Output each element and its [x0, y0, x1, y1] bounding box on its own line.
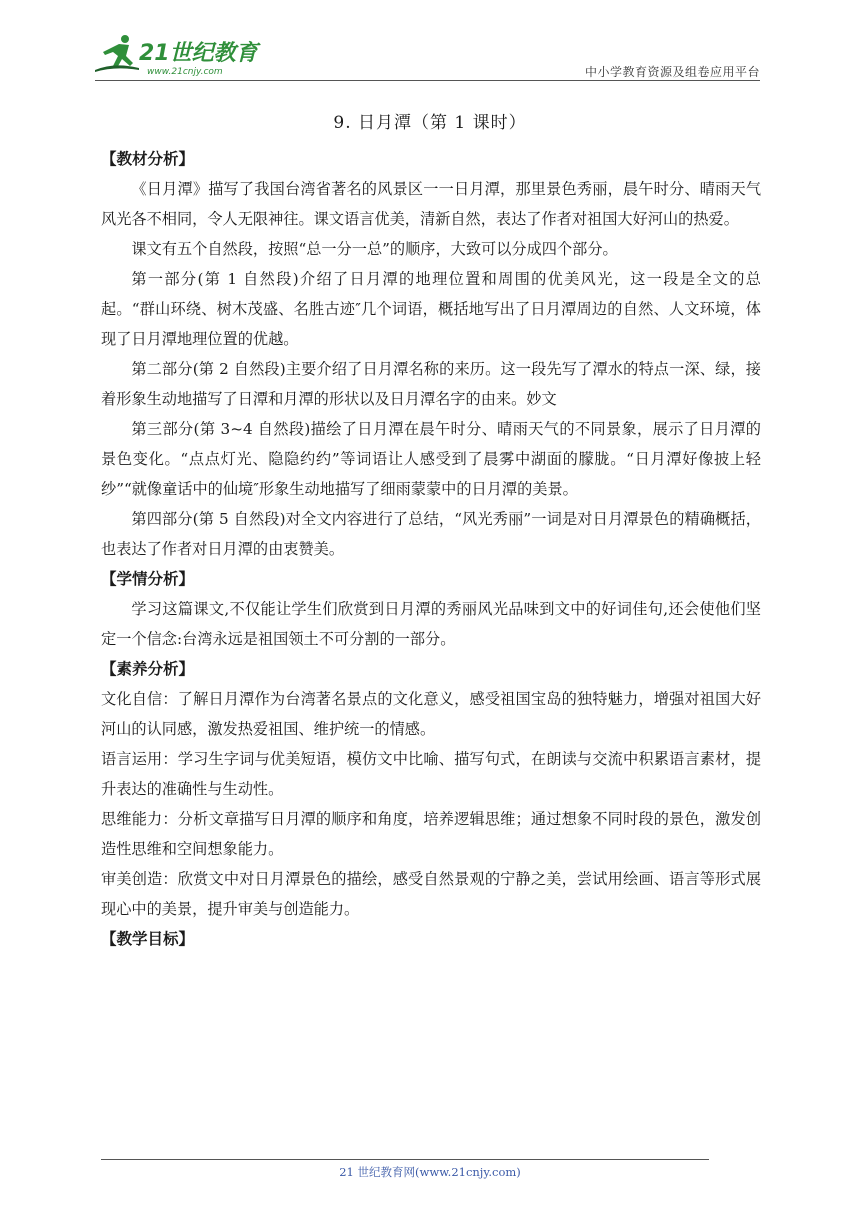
- logo-url-text: www.21cnjy.com: [147, 67, 223, 77]
- footer-link[interactable]: 21 世纪教育网(www.21cnjy.com): [339, 1165, 521, 1179]
- site-logo[interactable]: [95, 32, 265, 78]
- paragraph: 语言运用：学习生字词与优美短语，模仿文中比喻、描写句式，在朗读与交流中积累语言素材，提升表达的准确性与生动性。: [101, 750, 761, 798]
- section-heading-student-analysis: 【学情分析】: [101, 570, 195, 588]
- paragraph: 第一部分(第 1 自然段)介绍了日月潭的地理位置和周围的优美风光，这一段是全文的总起。“群山环绕、树木茂盛、名胜古迹″几个词语，概括地写出了日月潭周边的自然、人文环境，体现了日月潭地理位置的优越。: [101, 270, 761, 348]
- footer-divider: [101, 1159, 709, 1160]
- paragraph: 第三部分(第 3~4 自然段)描绘了日月潭在晨午时分、晴雨天气的不同景象，展示了日月潭的景色变化。“点点灯光、隐隐约约”等词语让人感受到了晨雾中湖面的朦胧。“日月潭好像披上轻纱”“就像童话中的仙境″形象生动地描写了细雨蒙蒙中的日月潭的美景。: [101, 420, 761, 498]
- header-tagline: 中小学教育资源及组卷应用平台: [584, 65, 760, 79]
- paragraph: 审美创造：欣赏文中对日月潭景色的描绘，感受自然景观的宁静之美，尝试用绘画、语言等形式展现心中的美景，提升审美与创造能力。: [101, 870, 761, 918]
- section-heading-teaching-goals: 【教学目标】: [101, 930, 195, 948]
- page-header: [95, 30, 760, 80]
- section-heading-textbook-analysis: 【教材分析】: [101, 150, 195, 168]
- page-title: 9. 日月潭（第 1 课时）: [333, 113, 527, 133]
- paragraph: 课文有五个自然段，按照“总一分一总”的顺序，大致可以分成四个部分。: [131, 240, 618, 258]
- document-body: [101, 144, 761, 954]
- header-divider: [95, 80, 760, 81]
- paragraph: 思维能力：分析文章描写日月潭的顺序和角度，培养逻辑思维；通过想象不同时段的景色，激发创造性思维和空间想象能力。: [101, 810, 761, 858]
- logo-main-text: 21世纪教育: [139, 41, 258, 66]
- paragraph: 第二部分(第 2 自然段)主要介绍了日月潭名称的来历。这一段先写了潭水的特点一深、绿，接着形象生动地描写了日潭和月潭的形状以及日月潭名字的由来。妙文: [101, 360, 761, 408]
- paragraph: 文化自信：了解日月潭作为台湾著名景点的文化意义，感受祖国宝岛的独特魅力，增强对祖国大好河山的认同感，激发热爱祖国、维护统一的情感。: [101, 690, 761, 738]
- paragraph: 《日月潭》描写了我国台湾省著名的风景区一一日月潭，那里景色秀丽，晨午时分、晴雨天气风光各不相同，令人无限神往。课文语言优美，清新自然，表达了作者对祖国大好河山的热爱。: [101, 180, 761, 228]
- paragraph: 学习这篇课文,不仅能让学生们欣赏到日月潭的秀丽风光品味到文中的好词佳句,还会使他们坚定一个信念:台湾永远是祖国领土不可分割的一部分。: [101, 600, 761, 648]
- section-heading-literacy-analysis: 【素养分析】: [101, 660, 195, 678]
- runner-icon: [95, 35, 139, 72]
- paragraph: 第四部分(第 5 自然段)对全文内容进行了总结，“风光秀丽”一词是对日月潭景色的精确概括，也表达了作者对日月潭的由衷赞美。: [101, 510, 761, 558]
